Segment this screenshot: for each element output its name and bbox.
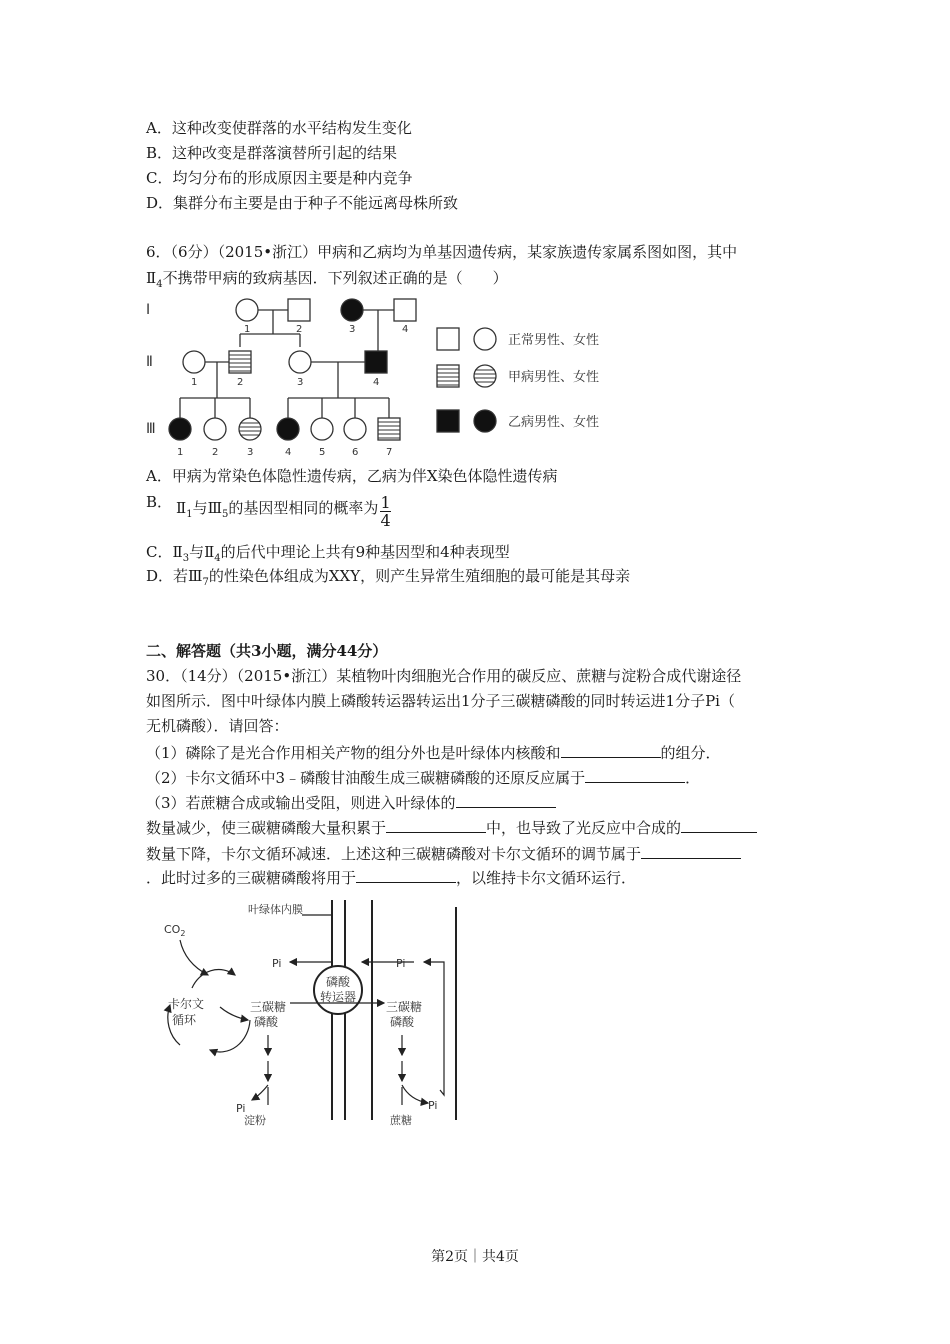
triose-right-1: 三碳糖 xyxy=(386,1000,423,1014)
section2-title: 二、解答题（共3小题，满分44分） xyxy=(146,642,388,660)
legend-normal-female xyxy=(474,328,496,350)
svg-text:3: 3 xyxy=(349,324,356,335)
svg-text:3: 3 xyxy=(297,377,304,388)
pedigree-I3-female-yi xyxy=(341,299,363,321)
q30-line8: 数量下降，卡尔文循环减速．上述这种三碳糖磷酸对卡尔文循环的调节属于 xyxy=(146,842,741,864)
pedigree-I2-male-normal xyxy=(288,299,310,321)
pedigree-III5-female-normal xyxy=(311,418,333,440)
pedigree-I1-female-normal xyxy=(236,299,258,321)
pi-label-starch: Pi xyxy=(236,1102,246,1115)
answer-blank-4 xyxy=(386,816,486,833)
calvin-label-1: 卡尔文 xyxy=(168,997,205,1011)
pedigree-III4-female-yi xyxy=(277,418,299,440)
q30-sub3: （3）若蔗糖合成或输出受阻，则进入叶绿体的 xyxy=(146,791,556,813)
svg-text:5: 5 xyxy=(319,447,326,458)
pedigree-chart xyxy=(140,292,620,462)
pi-label-right: Pi xyxy=(396,957,406,970)
legend-normal-male xyxy=(437,328,459,350)
q30-stem-line2: 如图所示．图中叶绿体内膜上磷酸转运器转运出1分子三碳糖磷酸的同时转运进1分子Pi（ xyxy=(146,692,735,710)
answer-blank-6 xyxy=(641,842,741,859)
calvin-label-2: 循环 xyxy=(172,1013,197,1027)
q5-option-c: C．均匀分布的形成原因主要是种内竞争 xyxy=(146,169,413,187)
pi-label-sucrose: Pi xyxy=(428,1099,438,1112)
legend-normal-label: 正常男性、女性 xyxy=(508,333,600,348)
legend-jia-label: 甲病男性、女性 xyxy=(508,370,600,385)
legend-yi-label: 乙病男性、女性 xyxy=(508,415,600,430)
svg-text:4: 4 xyxy=(402,324,409,335)
pedigree-III6-female-normal xyxy=(344,418,366,440)
q30-stem-line3: 无机磷酸）．请回答： xyxy=(146,717,289,735)
pedigree-II2-male-jia xyxy=(229,351,251,373)
transporter-label-2: 转运器 xyxy=(320,990,357,1004)
co2-label: $CO_2$ xyxy=(164,923,186,938)
gen-label-1: Ⅰ xyxy=(146,302,151,318)
q6-option-a: A．甲病为常染色体隐性遗传病，乙病为伴X染色体隐性遗传病 xyxy=(146,467,558,485)
pedigree-III7-male-jia xyxy=(378,418,400,440)
q30-sub1: （1）磷除了是光合作用相关产物的组分外也是叶绿体内核酸和 的组分． xyxy=(146,741,721,763)
gen-label-2: Ⅱ xyxy=(146,354,153,370)
sucrose-label: 蔗糖 xyxy=(390,1114,412,1127)
svg-text:3: 3 xyxy=(247,447,254,458)
q5-option-b: B．这种改变是群落演替所引起的结果 xyxy=(146,144,398,162)
q30-line9: ．此时过多的三碳糖磷酸将用于 ，以维持卡尔文循环运行． xyxy=(146,866,636,888)
answer-blank-7 xyxy=(356,866,456,883)
answer-blank-3 xyxy=(456,791,556,808)
triose-left-2: 磷酸 xyxy=(254,1015,279,1029)
svg-text:1: 1 xyxy=(244,324,251,335)
q5-option-a: A．这种改变使群落的水平结构发生变化 xyxy=(146,119,412,137)
svg-text:4: 4 xyxy=(285,447,292,458)
svg-text:2: 2 xyxy=(296,324,303,335)
q6-stem-line1: 6．（6分）（2015•浙江）甲病和乙病均为单基因遗传病，某家族遗传家属系图如图，其中 xyxy=(146,243,738,261)
svg-text:7: 7 xyxy=(386,447,393,458)
pedigree-III1-female-yi xyxy=(169,418,191,440)
svg-text:6: 6 xyxy=(352,447,359,458)
q6-option-c: C．$Ⅱ_3$与$Ⅱ_4$的后代中理论上共有9种基因型和4种表现型 xyxy=(146,543,510,564)
q30-sub2: （2）卡尔文循环中3﹣磷酸甘油酸生成三碳糖磷酸的还原反应属于 ． xyxy=(146,766,700,788)
pi-label-left: Pi xyxy=(272,957,282,970)
starch-label: 淀粉 xyxy=(244,1114,266,1127)
answer-blank-1 xyxy=(561,741,661,758)
pedigree-III3-female-jia xyxy=(239,418,261,440)
svg-text:1: 1 xyxy=(191,377,198,388)
q6-option-b-label: B． xyxy=(146,493,173,511)
pedigree-II4-male-yi xyxy=(365,351,387,373)
legend-jia-male xyxy=(437,365,459,387)
q6-option-d: D．若$Ⅲ_7$的性染色体组成为XXY，则产生异常生殖细胞的最可能是其母亲 xyxy=(146,567,631,588)
legend-yi-male xyxy=(437,410,459,432)
triose-right-2: 磷酸 xyxy=(390,1015,415,1029)
page-footer: 第2页｜共4页 xyxy=(431,1249,519,1265)
gen-label-3: Ⅲ xyxy=(146,421,156,437)
q6-option-b: $Ⅱ_1$与$Ⅲ_5$的基因型相同的概率为 $\frac{1}{4}$ xyxy=(176,493,391,530)
q6-stem-line2: $Ⅱ_4$不携带甲病的致病基因．下列叙述正确的是（ ） xyxy=(146,269,508,290)
transporter-label-1: 磷酸 xyxy=(326,975,351,989)
legend-yi-female xyxy=(474,410,496,432)
svg-text:1: 1 xyxy=(177,447,184,458)
metabolic-pathway-diagram xyxy=(140,895,470,1135)
q5-option-d: D．集群分布主要是由于种子不能远离母株所致 xyxy=(146,194,459,212)
svg-text:2: 2 xyxy=(212,447,219,458)
pedigree-III2-female-normal xyxy=(204,418,226,440)
answer-blank-2 xyxy=(585,766,685,783)
svg-text:4: 4 xyxy=(373,377,380,388)
fraction-one-quarter: $\frac{1}{4}$ xyxy=(380,493,391,530)
triose-left-1: 三碳糖 xyxy=(250,1000,287,1014)
q30-stem-line1: 30．（14分）（2015•浙江）某植物叶肉细胞光合作用的碳反应、蔗糖与淀粉合成代谢途径 xyxy=(146,667,742,685)
svg-text:2: 2 xyxy=(237,377,244,388)
membrane-label: 叶绿体内膜 xyxy=(248,903,303,916)
pedigree-II1-female-normal xyxy=(183,351,205,373)
pedigree-II3-female-normal xyxy=(289,351,311,373)
answer-blank-5 xyxy=(681,816,757,833)
pedigree-I4-male-normal xyxy=(394,299,416,321)
legend-jia-female xyxy=(474,365,496,387)
q30-line7: 数量减少，使三碳糖磷酸大量积累于 中，也导致了光反应中合成的 xyxy=(146,816,757,838)
